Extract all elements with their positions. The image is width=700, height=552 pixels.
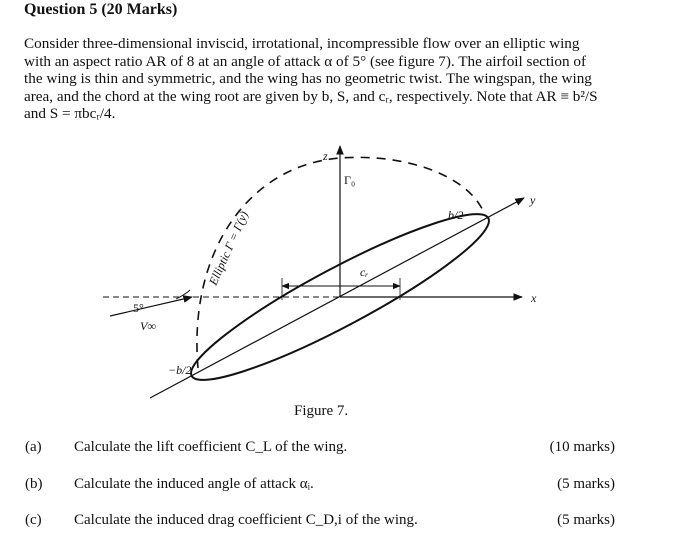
problem-line-1: Consider three-dimensional inviscid, irrotational, incompressible flow over an elliptic wing <box>24 35 580 52</box>
half-span-negative-label: −b/2 <box>168 363 192 377</box>
figure-caption: Figure 7. <box>294 403 349 419</box>
z-axis-label: z <box>323 149 328 163</box>
question-text: Calculate the lift coefficient C_L of the wing. <box>74 439 348 455</box>
question-label: (a) <box>25 439 42 455</box>
question-text: Calculate the induced drag coefficient C_D,i of the wing. <box>74 512 418 528</box>
question-marks: (5 marks) <box>557 512 615 528</box>
freestream-arrow <box>110 297 192 316</box>
question-label: (b) <box>25 476 43 492</box>
problem-line-4: area, and the chord at the wing root are given by b, S, and cᵣ, respectively. Note that AR ≡ b²/S <box>24 87 598 105</box>
question-marks: (5 marks) <box>557 476 615 492</box>
problem-line-5: and S = πbcᵣ/4. <box>24 105 116 123</box>
y-axis-label: y <box>530 193 536 207</box>
x-axis-label: x <box>531 291 537 305</box>
question-marks: (10 marks) <box>549 439 615 455</box>
gamma0-label: Γ₀ <box>344 173 356 187</box>
question-text: Calculate the induced angle of attack αᵢ. <box>74 476 314 492</box>
question-heading: Question 5 (20 Marks) <box>24 1 178 18</box>
angle-label: 5° <box>133 301 144 315</box>
half-span-positive-label: b/2 <box>448 208 464 222</box>
problem-line-2: with an aspect ratio AR of 8 at an angle of attack α of 5° (see figure 7). The airfoil section of <box>24 52 586 70</box>
circulation-label: Elliptic Γ = Γ(y) <box>205 208 252 288</box>
problem-line-3: the wing is thin and symmetric, and the wing has no geometric twist. The wingspan, the wing <box>24 70 592 88</box>
root-chord-label: cᵣ <box>360 265 369 279</box>
freestream-label: V∞ <box>140 319 156 333</box>
question-label: (c) <box>25 512 42 528</box>
y-axis-line <box>150 198 524 398</box>
